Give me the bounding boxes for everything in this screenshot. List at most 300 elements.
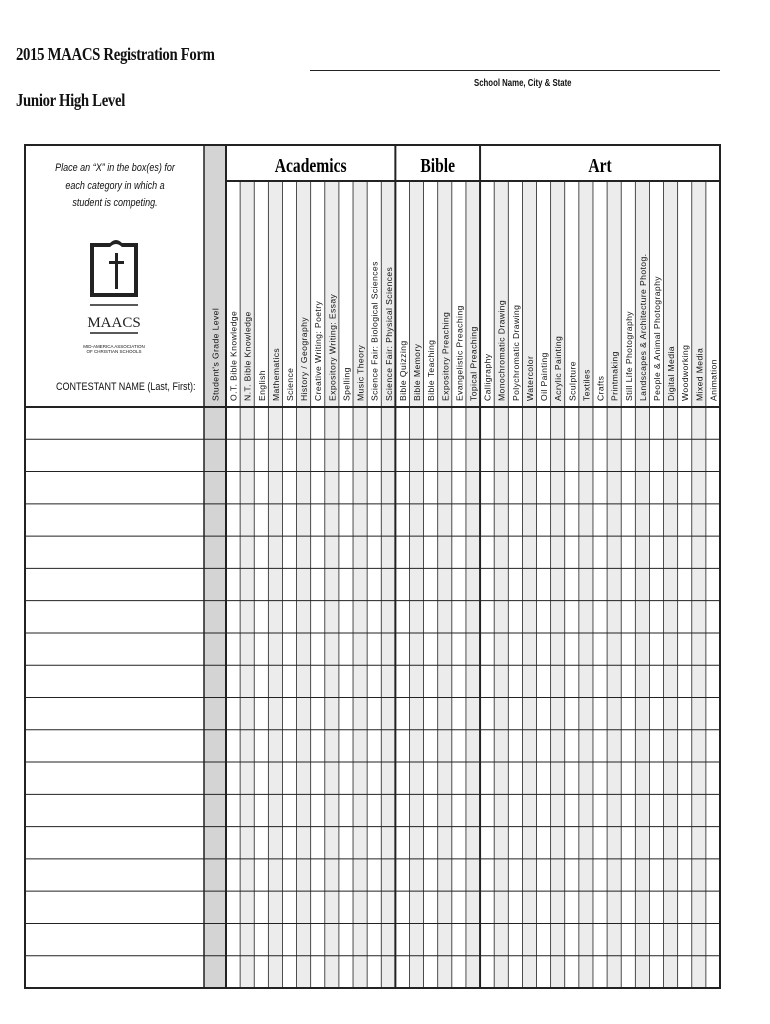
checkbox-cell[interactable] [566, 473, 578, 503]
checkbox-cell[interactable] [354, 731, 366, 761]
checkbox-cell[interactable] [707, 731, 719, 761]
checkbox-cell[interactable] [354, 763, 366, 793]
checkbox-cell[interactable] [665, 408, 677, 438]
checkbox-cell[interactable] [439, 731, 451, 761]
checkbox-cell[interactable] [410, 763, 422, 793]
checkbox-cell[interactable] [227, 731, 239, 761]
checkbox-cell[interactable] [453, 408, 465, 438]
checkbox-cell[interactable] [340, 505, 352, 535]
checkbox-cell[interactable] [665, 763, 677, 793]
checkbox-cell[interactable] [679, 408, 691, 438]
checkbox-cell[interactable] [538, 828, 550, 858]
checkbox-cell[interactable] [636, 473, 648, 503]
checkbox-cell[interactable] [410, 505, 422, 535]
checkbox-cell[interactable] [439, 828, 451, 858]
checkbox-cell[interactable] [269, 892, 281, 922]
checkbox-cell[interactable] [425, 828, 437, 858]
checkbox-cell[interactable] [707, 505, 719, 535]
checkbox-cell[interactable] [622, 731, 634, 761]
checkbox-cell[interactable] [580, 699, 592, 729]
checkbox-cell[interactable] [283, 602, 295, 632]
checkbox-cell[interactable] [707, 408, 719, 438]
checkbox-cell[interactable] [608, 699, 620, 729]
checkbox-cell[interactable] [481, 892, 493, 922]
checkbox-cell[interactable] [636, 408, 648, 438]
checkbox-cell[interactable] [707, 537, 719, 567]
checkbox-cell[interactable] [665, 440, 677, 470]
grade-level-cell[interactable] [205, 924, 225, 954]
checkbox-cell[interactable] [227, 634, 239, 664]
checkbox-cell[interactable] [650, 537, 662, 567]
checkbox-cell[interactable] [298, 699, 310, 729]
checkbox-cell[interactable] [298, 957, 310, 987]
checkbox-cell[interactable] [453, 634, 465, 664]
checkbox-cell[interactable] [622, 828, 634, 858]
checkbox-cell[interactable] [693, 473, 705, 503]
checkbox-cell[interactable] [425, 537, 437, 567]
checkbox-cell[interactable] [410, 924, 422, 954]
checkbox-cell[interactable] [283, 666, 295, 696]
checkbox-cell[interactable] [538, 505, 550, 535]
checkbox-cell[interactable] [382, 795, 394, 825]
contestant-name-cell[interactable] [27, 506, 202, 534]
checkbox-cell[interactable] [523, 505, 535, 535]
checkbox-cell[interactable] [566, 666, 578, 696]
checkbox-cell[interactable] [552, 505, 564, 535]
checkbox-cell[interactable] [439, 860, 451, 890]
checkbox-cell[interactable] [608, 924, 620, 954]
checkbox-cell[interactable] [368, 828, 380, 858]
checkbox-cell[interactable] [650, 602, 662, 632]
checkbox-cell[interactable] [622, 634, 634, 664]
checkbox-cell[interactable] [283, 440, 295, 470]
checkbox-cell[interactable] [693, 828, 705, 858]
checkbox-cell[interactable] [340, 699, 352, 729]
checkbox-cell[interactable] [467, 505, 479, 535]
checkbox-cell[interactable] [693, 860, 705, 890]
contestant-name-cell[interactable] [27, 861, 202, 889]
checkbox-cell[interactable] [495, 860, 507, 890]
grade-level-cell[interactable] [205, 473, 225, 503]
checkbox-cell[interactable] [608, 408, 620, 438]
checkbox-cell[interactable] [396, 408, 408, 438]
checkbox-cell[interactable] [241, 860, 253, 890]
checkbox-cell[interactable] [467, 699, 479, 729]
checkbox-cell[interactable] [326, 892, 338, 922]
checkbox-cell[interactable] [636, 795, 648, 825]
checkbox-cell[interactable] [566, 537, 578, 567]
checkbox-cell[interactable] [396, 828, 408, 858]
checkbox-cell[interactable] [622, 699, 634, 729]
checkbox-cell[interactable] [382, 634, 394, 664]
checkbox-cell[interactable] [481, 957, 493, 987]
checkbox-cell[interactable] [650, 731, 662, 761]
checkbox-cell[interactable] [594, 828, 606, 858]
checkbox-cell[interactable] [283, 505, 295, 535]
checkbox-cell[interactable] [368, 634, 380, 664]
checkbox-cell[interactable] [312, 569, 324, 599]
checkbox-cell[interactable] [552, 537, 564, 567]
checkbox-cell[interactable] [679, 440, 691, 470]
checkbox-cell[interactable] [636, 731, 648, 761]
checkbox-cell[interactable] [523, 957, 535, 987]
checkbox-cell[interactable] [552, 699, 564, 729]
checkbox-cell[interactable] [608, 440, 620, 470]
checkbox-cell[interactable] [368, 924, 380, 954]
checkbox-cell[interactable] [523, 828, 535, 858]
checkbox-cell[interactable] [566, 440, 578, 470]
checkbox-cell[interactable] [368, 892, 380, 922]
checkbox-cell[interactable] [707, 924, 719, 954]
checkbox-cell[interactable] [368, 699, 380, 729]
checkbox-cell[interactable] [425, 892, 437, 922]
checkbox-cell[interactable] [679, 537, 691, 567]
checkbox-cell[interactable] [636, 440, 648, 470]
checkbox-cell[interactable] [523, 763, 535, 793]
checkbox-cell[interactable] [368, 440, 380, 470]
checkbox-cell[interactable] [509, 537, 521, 567]
checkbox-cell[interactable] [382, 763, 394, 793]
checkbox-cell[interactable] [580, 957, 592, 987]
checkbox-cell[interactable] [580, 828, 592, 858]
checkbox-cell[interactable] [326, 763, 338, 793]
checkbox-cell[interactable] [650, 699, 662, 729]
checkbox-cell[interactable] [425, 795, 437, 825]
checkbox-cell[interactable] [354, 828, 366, 858]
checkbox-cell[interactable] [410, 892, 422, 922]
checkbox-cell[interactable] [439, 924, 451, 954]
checkbox-cell[interactable] [340, 537, 352, 567]
checkbox-cell[interactable] [298, 828, 310, 858]
checkbox-cell[interactable] [368, 666, 380, 696]
checkbox-cell[interactable] [283, 473, 295, 503]
checkbox-cell[interactable] [326, 924, 338, 954]
checkbox-cell[interactable] [552, 440, 564, 470]
checkbox-cell[interactable] [354, 924, 366, 954]
checkbox-cell[interactable] [707, 699, 719, 729]
checkbox-cell[interactable] [241, 569, 253, 599]
checkbox-cell[interactable] [650, 505, 662, 535]
checkbox-cell[interactable] [354, 569, 366, 599]
checkbox-cell[interactable] [382, 892, 394, 922]
checkbox-cell[interactable] [707, 957, 719, 987]
checkbox-cell[interactable] [368, 602, 380, 632]
checkbox-cell[interactable] [650, 924, 662, 954]
checkbox-cell[interactable] [495, 795, 507, 825]
checkbox-cell[interactable] [410, 699, 422, 729]
grade-level-cell[interactable] [205, 699, 225, 729]
checkbox-cell[interactable] [425, 634, 437, 664]
checkbox-cell[interactable] [523, 473, 535, 503]
checkbox-cell[interactable] [255, 634, 267, 664]
checkbox-cell[interactable] [467, 957, 479, 987]
checkbox-cell[interactable] [566, 408, 578, 438]
checkbox-cell[interactable] [298, 634, 310, 664]
checkbox-cell[interactable] [312, 892, 324, 922]
checkbox-cell[interactable] [566, 763, 578, 793]
checkbox-cell[interactable] [312, 408, 324, 438]
checkbox-cell[interactable] [665, 957, 677, 987]
checkbox-cell[interactable] [693, 537, 705, 567]
grade-level-cell[interactable] [205, 666, 225, 696]
checkbox-cell[interactable] [495, 828, 507, 858]
checkbox-cell[interactable] [580, 892, 592, 922]
checkbox-cell[interactable] [481, 473, 493, 503]
checkbox-cell[interactable] [467, 924, 479, 954]
checkbox-cell[interactable] [650, 957, 662, 987]
checkbox-cell[interactable] [636, 602, 648, 632]
grade-level-cell[interactable] [205, 860, 225, 890]
checkbox-cell[interactable] [382, 666, 394, 696]
checkbox-cell[interactable] [636, 699, 648, 729]
checkbox-cell[interactable] [665, 602, 677, 632]
checkbox-cell[interactable] [538, 731, 550, 761]
contestant-name-cell[interactable] [27, 732, 202, 760]
checkbox-cell[interactable] [636, 957, 648, 987]
checkbox-cell[interactable] [312, 860, 324, 890]
checkbox-cell[interactable] [410, 666, 422, 696]
checkbox-cell[interactable] [382, 699, 394, 729]
grade-level-cell[interactable] [205, 634, 225, 664]
checkbox-cell[interactable] [227, 924, 239, 954]
checkbox-cell[interactable] [495, 892, 507, 922]
checkbox-cell[interactable] [453, 537, 465, 567]
checkbox-cell[interactable] [665, 731, 677, 761]
checkbox-cell[interactable] [340, 828, 352, 858]
checkbox-cell[interactable] [354, 473, 366, 503]
checkbox-cell[interactable] [269, 505, 281, 535]
checkbox-cell[interactable] [453, 440, 465, 470]
checkbox-cell[interactable] [481, 763, 493, 793]
grade-level-cell[interactable] [205, 828, 225, 858]
checkbox-cell[interactable] [382, 924, 394, 954]
checkbox-cell[interactable] [707, 666, 719, 696]
checkbox-cell[interactable] [608, 666, 620, 696]
checkbox-cell[interactable] [566, 634, 578, 664]
checkbox-cell[interactable] [594, 699, 606, 729]
checkbox-cell[interactable] [650, 634, 662, 664]
checkbox-cell[interactable] [665, 505, 677, 535]
checkbox-cell[interactable] [707, 795, 719, 825]
checkbox-cell[interactable] [425, 763, 437, 793]
checkbox-cell[interactable] [269, 795, 281, 825]
checkbox-cell[interactable] [368, 408, 380, 438]
checkbox-cell[interactable] [594, 860, 606, 890]
checkbox-cell[interactable] [312, 795, 324, 825]
checkbox-cell[interactable] [523, 860, 535, 890]
checkbox-cell[interactable] [594, 795, 606, 825]
checkbox-cell[interactable] [679, 569, 691, 599]
checkbox-cell[interactable] [340, 602, 352, 632]
checkbox-cell[interactable] [439, 602, 451, 632]
checkbox-cell[interactable] [382, 957, 394, 987]
checkbox-cell[interactable] [552, 473, 564, 503]
checkbox-cell[interactable] [679, 892, 691, 922]
contestant-name-cell[interactable] [27, 409, 202, 437]
checkbox-cell[interactable] [594, 892, 606, 922]
contestant-name-cell[interactable] [27, 700, 202, 728]
checkbox-cell[interactable] [227, 537, 239, 567]
checkbox-cell[interactable] [495, 408, 507, 438]
checkbox-cell[interactable] [453, 828, 465, 858]
checkbox-cell[interactable] [255, 892, 267, 922]
checkbox-cell[interactable] [354, 505, 366, 535]
contestant-name-cell[interactable] [27, 570, 202, 598]
checkbox-cell[interactable] [269, 408, 281, 438]
checkbox-cell[interactable] [453, 795, 465, 825]
checkbox-cell[interactable] [509, 408, 521, 438]
checkbox-cell[interactable] [396, 602, 408, 632]
checkbox-cell[interactable] [566, 699, 578, 729]
checkbox-cell[interactable] [382, 569, 394, 599]
checkbox-cell[interactable] [650, 408, 662, 438]
checkbox-cell[interactable] [650, 892, 662, 922]
checkbox-cell[interactable] [707, 602, 719, 632]
checkbox-cell[interactable] [241, 602, 253, 632]
checkbox-cell[interactable] [425, 731, 437, 761]
checkbox-cell[interactable] [636, 924, 648, 954]
checkbox-cell[interactable] [679, 473, 691, 503]
checkbox-cell[interactable] [396, 763, 408, 793]
checkbox-cell[interactable] [594, 505, 606, 535]
checkbox-cell[interactable] [298, 537, 310, 567]
checkbox-cell[interactable] [340, 892, 352, 922]
checkbox-cell[interactable] [368, 795, 380, 825]
checkbox-cell[interactable] [495, 505, 507, 535]
checkbox-cell[interactable] [340, 666, 352, 696]
checkbox-cell[interactable] [425, 924, 437, 954]
checkbox-cell[interactable] [425, 408, 437, 438]
checkbox-cell[interactable] [269, 763, 281, 793]
checkbox-cell[interactable] [382, 602, 394, 632]
checkbox-cell[interactable] [608, 860, 620, 890]
checkbox-cell[interactable] [410, 828, 422, 858]
checkbox-cell[interactable] [679, 634, 691, 664]
checkbox-cell[interactable] [650, 763, 662, 793]
checkbox-cell[interactable] [693, 505, 705, 535]
checkbox-cell[interactable] [538, 892, 550, 922]
checkbox-cell[interactable] [622, 924, 634, 954]
checkbox-cell[interactable] [707, 473, 719, 503]
checkbox-cell[interactable] [538, 699, 550, 729]
checkbox-cell[interactable] [312, 699, 324, 729]
checkbox-cell[interactable] [523, 634, 535, 664]
checkbox-cell[interactable] [453, 957, 465, 987]
checkbox-cell[interactable] [368, 957, 380, 987]
checkbox-cell[interactable] [523, 440, 535, 470]
checkbox-cell[interactable] [523, 924, 535, 954]
checkbox-cell[interactable] [354, 699, 366, 729]
checkbox-cell[interactable] [665, 666, 677, 696]
checkbox-cell[interactable] [566, 569, 578, 599]
checkbox-cell[interactable] [410, 957, 422, 987]
checkbox-cell[interactable] [410, 602, 422, 632]
checkbox-cell[interactable] [636, 828, 648, 858]
checkbox-cell[interactable] [354, 957, 366, 987]
checkbox-cell[interactable] [368, 473, 380, 503]
checkbox-cell[interactable] [467, 634, 479, 664]
checkbox-cell[interactable] [354, 666, 366, 696]
checkbox-cell[interactable] [453, 666, 465, 696]
checkbox-cell[interactable] [312, 924, 324, 954]
checkbox-cell[interactable] [269, 731, 281, 761]
checkbox-cell[interactable] [665, 892, 677, 922]
checkbox-cell[interactable] [566, 892, 578, 922]
checkbox-cell[interactable] [650, 666, 662, 696]
checkbox-cell[interactable] [467, 892, 479, 922]
checkbox-cell[interactable] [410, 537, 422, 567]
checkbox-cell[interactable] [382, 731, 394, 761]
checkbox-cell[interactable] [495, 731, 507, 761]
checkbox-cell[interactable] [340, 860, 352, 890]
checkbox-cell[interactable] [241, 763, 253, 793]
checkbox-cell[interactable] [283, 924, 295, 954]
checkbox-cell[interactable] [453, 731, 465, 761]
checkbox-cell[interactable] [636, 634, 648, 664]
checkbox-cell[interactable] [495, 569, 507, 599]
checkbox-cell[interactable] [312, 957, 324, 987]
checkbox-cell[interactable] [425, 666, 437, 696]
checkbox-cell[interactable] [241, 699, 253, 729]
checkbox-cell[interactable] [523, 537, 535, 567]
checkbox-cell[interactable] [481, 537, 493, 567]
checkbox-cell[interactable] [509, 860, 521, 890]
checkbox-cell[interactable] [354, 440, 366, 470]
checkbox-cell[interactable] [665, 569, 677, 599]
checkbox-cell[interactable] [566, 828, 578, 858]
checkbox-cell[interactable] [312, 666, 324, 696]
grade-level-cell[interactable] [205, 795, 225, 825]
checkbox-cell[interactable] [509, 795, 521, 825]
checkbox-cell[interactable] [608, 957, 620, 987]
checkbox-cell[interactable] [227, 505, 239, 535]
checkbox-cell[interactable] [382, 505, 394, 535]
checkbox-cell[interactable] [255, 666, 267, 696]
checkbox-cell[interactable] [368, 763, 380, 793]
checkbox-cell[interactable] [382, 440, 394, 470]
grade-level-cell[interactable] [205, 892, 225, 922]
checkbox-cell[interactable] [693, 666, 705, 696]
checkbox-cell[interactable] [467, 795, 479, 825]
checkbox-cell[interactable] [622, 860, 634, 890]
checkbox-cell[interactable] [580, 731, 592, 761]
checkbox-cell[interactable] [439, 537, 451, 567]
checkbox-cell[interactable] [509, 569, 521, 599]
grade-level-cell[interactable] [205, 408, 225, 438]
checkbox-cell[interactable] [453, 602, 465, 632]
checkbox-cell[interactable] [693, 699, 705, 729]
checkbox-cell[interactable] [326, 473, 338, 503]
checkbox-cell[interactable] [326, 505, 338, 535]
checkbox-cell[interactable] [594, 537, 606, 567]
checkbox-cell[interactable] [410, 860, 422, 890]
checkbox-cell[interactable] [298, 440, 310, 470]
checkbox-cell[interactable] [326, 860, 338, 890]
checkbox-cell[interactable] [665, 634, 677, 664]
checkbox-cell[interactable] [538, 634, 550, 664]
checkbox-cell[interactable] [538, 408, 550, 438]
checkbox-cell[interactable] [382, 828, 394, 858]
checkbox-cell[interactable] [693, 763, 705, 793]
checkbox-cell[interactable] [509, 731, 521, 761]
checkbox-cell[interactable] [679, 731, 691, 761]
checkbox-cell[interactable] [552, 892, 564, 922]
checkbox-cell[interactable] [594, 473, 606, 503]
checkbox-cell[interactable] [538, 666, 550, 696]
checkbox-cell[interactable] [481, 408, 493, 438]
checkbox-cell[interactable] [368, 569, 380, 599]
checkbox-cell[interactable] [410, 634, 422, 664]
